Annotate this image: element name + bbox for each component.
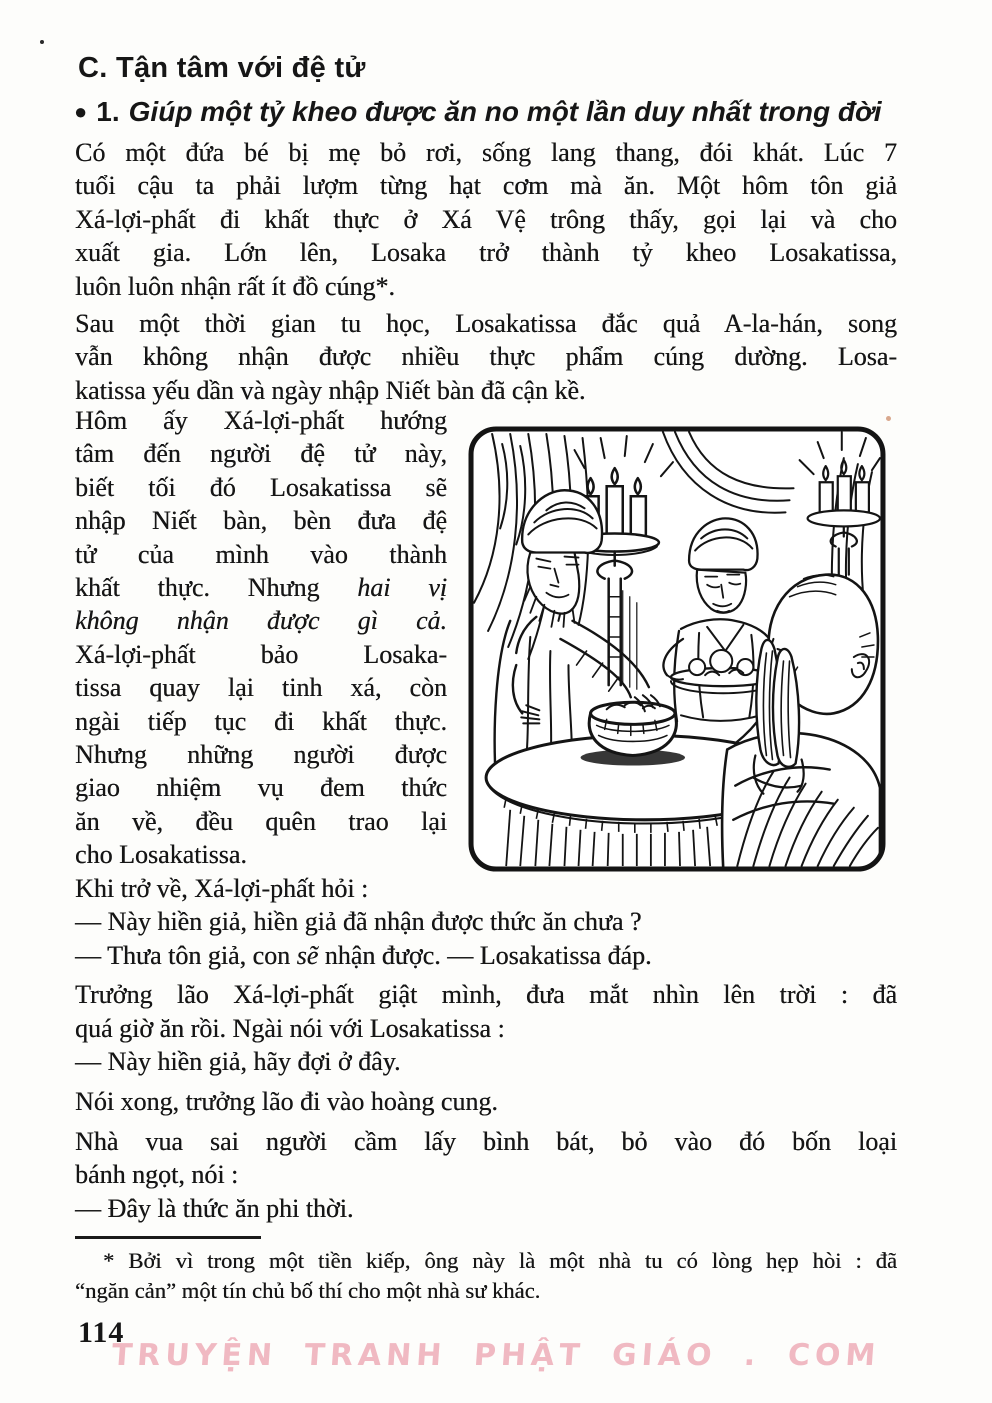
scan-speck xyxy=(40,40,44,44)
text-line: biết tối đó Losakatissa sẽ xyxy=(75,472,447,502)
text-line: Trưởng lão Xá-lợi-phất giật mình, đưa mắt nhìn lên trời : đã xyxy=(75,980,897,1010)
text-line: giao nhiệm vụ đem thức xyxy=(75,773,447,803)
text-line: Khi trở về, Xá-lợi-phất hỏi : xyxy=(75,874,369,903)
story-title: Giúp một tỷ kheo được ăn no một lần duy nhất trong đời xyxy=(128,96,882,127)
text-segment: — Thưa tôn giả, con xyxy=(75,940,297,970)
text-line: Nói xong, trưởng lão đi vào hoàng cung. xyxy=(75,1087,498,1117)
story-illustration xyxy=(466,423,888,875)
bullet-icon: ● xyxy=(74,99,88,124)
text-line: katissa yếu dần và ngày nhập Niết bàn đã cận kề. xyxy=(75,375,586,405)
text-line: — Này hiền giả, hãy đợi ở đây. xyxy=(75,1047,401,1077)
watermark: TRUYỆN TRANH PHẬT GIÁO . COM xyxy=(110,1338,882,1373)
text-line: Có một đứa bé bị mẹ bỏ rơi, sống lang thang, đói khát. Lúc 7 xyxy=(75,138,897,167)
left-column-paragraph xyxy=(75,404,447,872)
text-line: Hôm ấy Xá-lợi-phất hướng xyxy=(75,406,447,435)
section-heading: C. Tận tâm với đệ tử xyxy=(78,52,366,84)
footnote-divider xyxy=(75,1236,261,1239)
illustration-drawing xyxy=(466,423,888,875)
text-line: Nhưng những người được xyxy=(75,740,447,770)
text-line: tissa quay lại tinh xá, còn xyxy=(75,673,447,703)
text-line: luôn luôn nhận rất ít đồ cúng*. xyxy=(75,271,395,301)
emphasized-text: không nhận được gì cả. xyxy=(75,606,447,636)
scan-speck xyxy=(886,416,891,421)
story-number: 1. xyxy=(96,96,120,127)
story-subheading xyxy=(74,96,882,128)
text-line: tuổi cậu ta phải lượm từng hạt cơm mà ăn. Một hôm tôn giả xyxy=(75,171,897,201)
text-line: ngài tiếp tục đi khất thực. xyxy=(75,706,447,736)
text-line: tử của mình vào thành xyxy=(75,539,447,569)
footnote xyxy=(75,1246,897,1306)
text-line xyxy=(75,604,447,637)
text-line: xuất gia. Lớn lên, Losaka trở thành tỷ kheo Losakatissa, xyxy=(75,238,897,268)
text-segment: khất thực. Nhưng xyxy=(75,573,358,603)
text-segment: nhận được. — Losakatissa đáp. xyxy=(318,940,652,970)
text-line: ăn về, đều quên trao lại xyxy=(75,806,447,836)
text-line: Xá-lợi-phất đi khất thực ở Xá Vệ trông thấy, gọi lại và cho xyxy=(75,204,897,234)
footnote-line: * Bởi vì trong một tiền kiếp, ông này là một nhà tu có lòng hẹp hòi : đã xyxy=(103,1248,897,1273)
footnote-line: “ngăn cản” một tín chủ bố thí cho một nhà sư khác. xyxy=(75,1278,541,1303)
text-line: — Này hiền giả, hiền giả đã nhận được thức ăn chưa ? xyxy=(75,907,642,937)
text-line xyxy=(75,939,897,972)
story-paragraphs xyxy=(75,872,897,1225)
emphasized-text: sẽ xyxy=(296,940,319,970)
text-line: Sau một thời gian tu học, Losakatissa đắc quả A-la-hán, song xyxy=(75,309,897,339)
intro-paragraphs xyxy=(75,136,897,407)
text-line: Nhà vua sai người cầm lấy bình bát, bỏ vào đó bốn loại xyxy=(75,1126,897,1156)
text-line: bánh ngọt, nói : xyxy=(75,1160,239,1190)
text-line: quá giờ ăn rồi. Ngài nói với Losakatissa : xyxy=(75,1013,505,1043)
text-line: — Đây là thức ăn phi thời. xyxy=(75,1193,354,1223)
text-line: nhập Niết bàn, bèn đưa đệ xyxy=(75,506,447,536)
text-line xyxy=(75,571,447,604)
page-number: 114 xyxy=(78,1316,125,1349)
text-line: Xá-lợi-phất bảo Losaka- xyxy=(75,639,447,669)
text-line: tâm đến người đệ tử này, xyxy=(75,439,447,469)
text-line: cho Losakatissa. xyxy=(75,840,247,870)
emphasized-text: hai vị xyxy=(357,573,447,603)
text-line: vẫn không nhận được nhiều thực phẩm cúng dường. Losa- xyxy=(75,342,897,372)
